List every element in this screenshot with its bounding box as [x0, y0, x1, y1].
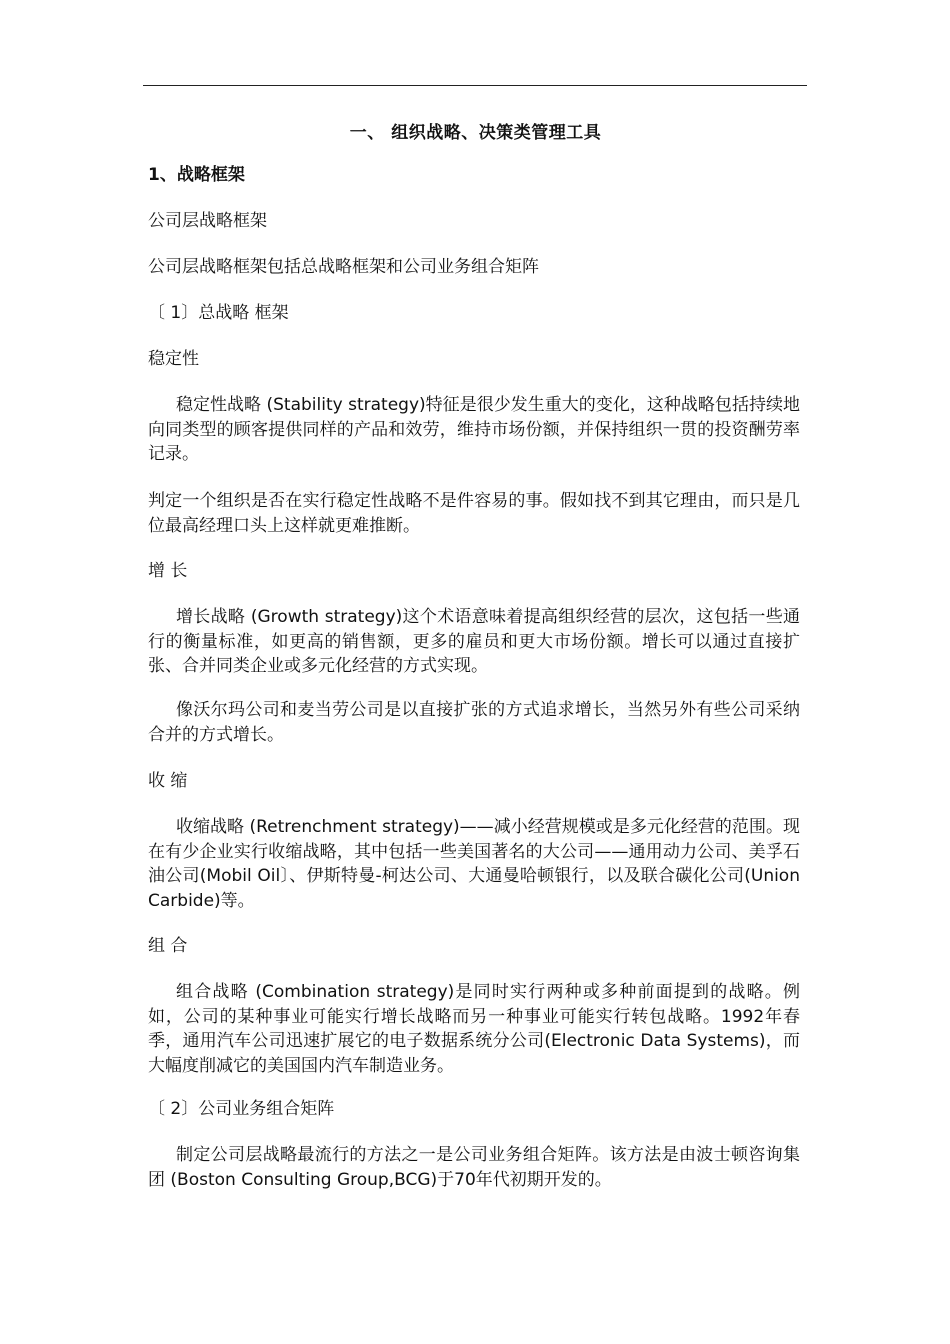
- paragraph-stability-2: 判定一个组织是否在实行稳定性战略不是件容易的事。假如找不到其它理由，而只是几位最高经理口头上这样就更难推断。: [148, 491, 800, 536]
- paragraph-growth-2: 像沃尔玛公司和麦当劳公司是以直接扩张的方式追求增长，当然另外有些公司采纳合并的方式增长。: [148, 700, 800, 745]
- heading-overall-strategy: 〔 1〕总战略 框架: [148, 303, 289, 323]
- subsection-heading: 公司层战略框架: [148, 211, 267, 231]
- heading-portfolio-matrix: 〔 2〕公司业务组合矩阵: [148, 1099, 335, 1119]
- heading-combination: 组 合: [148, 936, 188, 956]
- paragraph-bcg: 制定公司层战略最流行的方法之一是公司业务组合矩阵。该方法是由波士顿咨询集团 (Boston Consulting Group,BCG)于70年代初期开发的。: [148, 1145, 800, 1190]
- paragraph-stability-1: 稳定性战略 (Stability strategy)特征是很少发生重大的变化，这种战略包括持续地向同类型的顾客提供同样的产品和效劳，维持市场份额，并保持组织一贯的投资酬劳率记录。: [148, 395, 800, 464]
- heading-growth: 增 长: [148, 561, 188, 581]
- heading-stability: 稳定性: [148, 349, 199, 369]
- subsection-description: 公司层战略框架包括总战略框架和公司业务组合矩阵: [148, 257, 539, 277]
- heading-retrenchment: 收 缩: [148, 771, 188, 791]
- header-rule: [143, 85, 807, 86]
- paragraph-retrenchment: 收缩战略 (Retrenchment strategy)——减小经营规模或是多元化经营的范围。现在有少企业实行收缩战略，其中包括一些美国著名的大公司——通用动力公司、美孚石油公司(Mobil Oil〕、伊斯特曼-柯达公司、大通曼哈顿银行，以及联合碳化公司(Union Carbide)等。: [148, 817, 800, 911]
- paragraph-combination: 组合战略 (Combination strategy)是同时实行两种或多种前面提到的战略。例如，公司的某种事业可能实行增长战略而另一种事业可能实行转包战略。1992年春季，通用汽车公司迅速扩展它的电子数据系统分公司(Electronic Data Systems)，而大幅度削减它的美国国内汽车制造业务。: [148, 982, 800, 1076]
- page-title: 一、 组织战略、决策类管理工具: [349, 123, 602, 143]
- section-heading: 1、战略框架: [148, 165, 245, 185]
- paragraph-growth-1: 增长战略 (Growth strategy)这个术语意味着提高组织经营的层次，这包括一些通行的衡量标准，如更高的销售额，更多的雇员和更大市场份额。增长可以通过直接扩张、合并同类企业或多元化经营的方式实现。: [148, 607, 800, 676]
